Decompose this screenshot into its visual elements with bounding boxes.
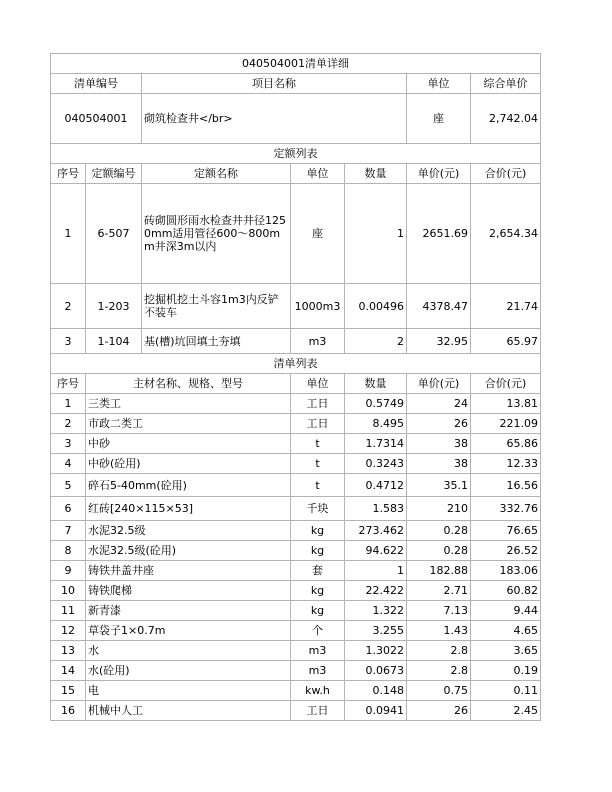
- material-name: 铸铁爬梯: [86, 581, 291, 601]
- bill-header-row: [51, 74, 541, 94]
- material-row: [51, 601, 541, 621]
- material-unit-price: 2.8: [407, 661, 471, 681]
- material-seq: 16: [51, 701, 86, 721]
- material-unit: 工日: [291, 414, 345, 434]
- material-total: 3.65: [471, 641, 541, 661]
- material-unit: kg: [291, 601, 345, 621]
- material-name: 碎石5-40mm(砼用): [86, 474, 291, 497]
- material-total: 183.06: [471, 561, 541, 581]
- material-seq: 13: [51, 641, 86, 661]
- quota-row: [51, 184, 541, 284]
- quota-unit: 1000m3: [291, 284, 345, 329]
- material-header-row: [51, 374, 541, 394]
- quota-row: [51, 329, 541, 354]
- quota-total-header: 合价(元): [471, 164, 541, 184]
- quota-qty: 0.00496: [345, 284, 407, 329]
- quota-total: 21.74: [471, 284, 541, 329]
- bill-row: [51, 94, 541, 144]
- material-seq: 11: [51, 601, 86, 621]
- quota-code-header: 定额编号: [86, 164, 142, 184]
- material-name: 市政二类工: [86, 414, 291, 434]
- material-name: 红砖[240×115×53]: [86, 497, 291, 521]
- quota-header-row: [51, 164, 541, 184]
- material-name: 三类工: [86, 394, 291, 414]
- bill-unit: 座: [407, 94, 471, 144]
- bill-price: 2,742.04: [471, 94, 541, 144]
- material-row: [51, 661, 541, 681]
- material-unit-price: 2.71: [407, 581, 471, 601]
- title-row: [51, 54, 541, 74]
- material-qty: 0.5749: [345, 394, 407, 414]
- material-qty: 273.462: [345, 521, 407, 541]
- material-total: 221.09: [471, 414, 541, 434]
- material-qty-header: 数量: [345, 374, 407, 394]
- quota-name: 砖砌圆形雨水检查井井径1250mm适用管径600～800mm井深3m以内: [142, 184, 291, 284]
- material-name-header: 主材名称、规格、型号: [86, 374, 291, 394]
- material-seq: 2: [51, 414, 86, 434]
- bill-unit-header: 单位: [407, 74, 471, 94]
- material-qty: 1.3022: [345, 641, 407, 661]
- material-unit: kw.h: [291, 681, 345, 701]
- material-seq: 8: [51, 541, 86, 561]
- material-seq: 12: [51, 621, 86, 641]
- quota-unit-header: 单位: [291, 164, 345, 184]
- material-name: 电: [86, 681, 291, 701]
- material-unit-price: 0.28: [407, 541, 471, 561]
- quota-code: 1-104: [86, 329, 142, 354]
- material-unit-price: 182.88: [407, 561, 471, 581]
- material-unit: t: [291, 474, 345, 497]
- material-seq: 5: [51, 474, 86, 497]
- bill-name-header: 项目名称: [142, 74, 407, 94]
- material-name: 机械中人工: [86, 701, 291, 721]
- material-row: [51, 681, 541, 701]
- bill-name: 砌筑检查井</br>: [142, 94, 407, 144]
- quota-unit-price: 2651.69: [407, 184, 471, 284]
- quota-unit: 座: [291, 184, 345, 284]
- material-row: [51, 581, 541, 601]
- material-unit-price-header: 单价(元): [407, 374, 471, 394]
- material-qty: 3.255: [345, 621, 407, 641]
- material-name: 水泥32.5级: [86, 521, 291, 541]
- material-total: 332.76: [471, 497, 541, 521]
- quota-row: [51, 284, 541, 329]
- material-seq: 10: [51, 581, 86, 601]
- material-name: 新青漆: [86, 601, 291, 621]
- material-unit: 工日: [291, 701, 345, 721]
- material-row: [51, 541, 541, 561]
- material-total: 76.65: [471, 521, 541, 541]
- material-unit-price: 0.28: [407, 521, 471, 541]
- material-row: [51, 621, 541, 641]
- material-seq: 9: [51, 561, 86, 581]
- material-total: 12.33: [471, 454, 541, 474]
- material-qty: 22.422: [345, 581, 407, 601]
- quota-seq: 2: [51, 284, 86, 329]
- material-unit-price: 35.1: [407, 474, 471, 497]
- material-unit-price: 38: [407, 454, 471, 474]
- material-unit-header: 单位: [291, 374, 345, 394]
- material-unit: 套: [291, 561, 345, 581]
- material-row: [51, 394, 541, 414]
- material-seq: 4: [51, 454, 86, 474]
- material-total: 9.44: [471, 601, 541, 621]
- quota-total: 65.97: [471, 329, 541, 354]
- quota-unit-price: 32.95: [407, 329, 471, 354]
- material-seq: 6: [51, 497, 86, 521]
- material-unit: t: [291, 454, 345, 474]
- material-seq: 1: [51, 394, 86, 414]
- material-total: 0.19: [471, 661, 541, 681]
- material-qty: 94.622: [345, 541, 407, 561]
- quota-section-title: 定额列表: [51, 144, 541, 164]
- bill-detail-table: [50, 53, 541, 721]
- quota-unit-price-header: 单价(元): [407, 164, 471, 184]
- material-unit: t: [291, 434, 345, 454]
- material-unit-price: 210: [407, 497, 471, 521]
- material-qty: 0.0673: [345, 661, 407, 681]
- quota-total: 2,654.34: [471, 184, 541, 284]
- material-qty: 0.4712: [345, 474, 407, 497]
- quota-name-header: 定额名称: [142, 164, 291, 184]
- material-unit-price: 2.8: [407, 641, 471, 661]
- material-total: 16.56: [471, 474, 541, 497]
- material-name: 中砂: [86, 434, 291, 454]
- bill-code: 040504001: [51, 94, 142, 144]
- material-total: 65.86: [471, 434, 541, 454]
- quota-qty-header: 数量: [345, 164, 407, 184]
- material-total: 4.65: [471, 621, 541, 641]
- material-name: 水(砼用): [86, 661, 291, 681]
- quota-unit: m3: [291, 329, 345, 354]
- material-unit-price: 24: [407, 394, 471, 414]
- material-total-header: 合价(元): [471, 374, 541, 394]
- material-unit: 工日: [291, 394, 345, 414]
- material-unit-price: 0.75: [407, 681, 471, 701]
- quota-seq: 1: [51, 184, 86, 284]
- material-row: [51, 434, 541, 454]
- material-unit: kg: [291, 521, 345, 541]
- material-total: 0.11: [471, 681, 541, 701]
- material-qty: 0.0941: [345, 701, 407, 721]
- material-section-title: 清单列表: [51, 354, 541, 374]
- material-unit-price: 7.13: [407, 601, 471, 621]
- material-name: 水泥32.5级(砼用): [86, 541, 291, 561]
- material-total: 60.82: [471, 581, 541, 601]
- quota-seq: 3: [51, 329, 86, 354]
- material-name: 中砂(砼用): [86, 454, 291, 474]
- material-total: 2.45: [471, 701, 541, 721]
- material-unit-price: 1.43: [407, 621, 471, 641]
- material-unit: kg: [291, 581, 345, 601]
- material-seq: 14: [51, 661, 86, 681]
- material-seq-header: 序号: [51, 374, 86, 394]
- material-row: [51, 454, 541, 474]
- material-unit: 个: [291, 621, 345, 641]
- material-unit-price: 26: [407, 701, 471, 721]
- material-qty: 0.148: [345, 681, 407, 701]
- quota-code: 1-203: [86, 284, 142, 329]
- material-qty: 1.322: [345, 601, 407, 621]
- quota-code: 6-507: [86, 184, 142, 284]
- material-row: [51, 561, 541, 581]
- material-qty: 1.7314: [345, 434, 407, 454]
- quota-name: 基(槽)坑回填土夯填: [142, 329, 291, 354]
- material-qty: 1: [345, 561, 407, 581]
- material-total: 13.81: [471, 394, 541, 414]
- material-unit: kg: [291, 541, 345, 561]
- bill-price-header: 综合单价: [471, 74, 541, 94]
- material-row: [51, 521, 541, 541]
- quota-qty: 2: [345, 329, 407, 354]
- material-unit-price: 38: [407, 434, 471, 454]
- quota-section-row: [51, 144, 541, 164]
- quota-seq-header: 序号: [51, 164, 86, 184]
- table-title: 040504001清单详细: [51, 54, 541, 74]
- quota-name: 挖掘机挖土斗容1m3内反铲不装车: [142, 284, 291, 329]
- material-section-row: [51, 354, 541, 374]
- table-body: [51, 54, 541, 721]
- material-row: [51, 497, 541, 521]
- material-name: 水: [86, 641, 291, 661]
- quota-qty: 1: [345, 184, 407, 284]
- material-unit-price: 26: [407, 414, 471, 434]
- material-seq: 7: [51, 521, 86, 541]
- material-row: [51, 701, 541, 721]
- material-unit: 千块: [291, 497, 345, 521]
- material-total: 26.52: [471, 541, 541, 561]
- material-seq: 15: [51, 681, 86, 701]
- material-unit: m3: [291, 661, 345, 681]
- material-name: 草袋子1×0.7m: [86, 621, 291, 641]
- bill-code-header: 清单编号: [51, 74, 142, 94]
- quota-unit-price: 4378.47: [407, 284, 471, 329]
- material-name: 铸铁井盖井座: [86, 561, 291, 581]
- material-row: [51, 414, 541, 434]
- material-row: [51, 474, 541, 497]
- material-row: [51, 641, 541, 661]
- material-seq: 3: [51, 434, 86, 454]
- material-qty: 1.583: [345, 497, 407, 521]
- material-qty: 8.495: [345, 414, 407, 434]
- material-unit: m3: [291, 641, 345, 661]
- material-qty: 0.3243: [345, 454, 407, 474]
